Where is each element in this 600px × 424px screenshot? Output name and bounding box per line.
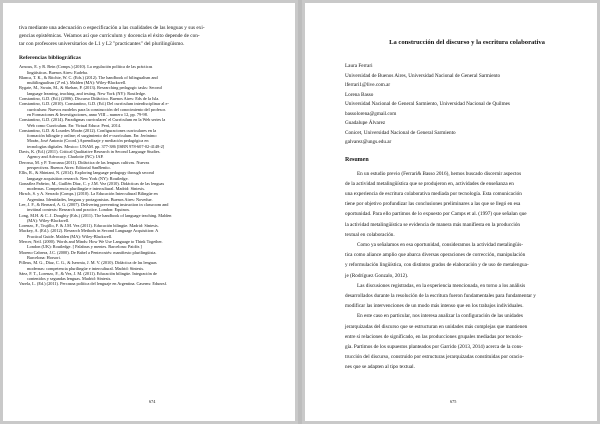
reference-entry xyxy=(19,160,279,171)
affiliation-line: Conicet, Universidad Nacional de General Sarmiento xyxy=(345,129,456,136)
reference-entry xyxy=(19,101,279,117)
reference-entry xyxy=(19,239,279,250)
reference-line: Davis, K. (Ed.) (2011). Critical Qualitative Research in Second Language Studies. xyxy=(19,149,161,155)
reference-line: formación bilingüe y online; el surgimiento del e-currículum. En: Jerónimo xyxy=(27,133,157,139)
right-page xyxy=(305,3,597,421)
reference-line: Hirsch, S. y A. Serrado (Comps.) (2010). La Educación Intercultural Bilingüe en xyxy=(19,191,158,197)
reference-line: Arnoux, E. y R. Bein (Comps.) (2010). La regulación política de las prácticas xyxy=(19,64,153,70)
reference-line: Agency and Advocacy. Charlotte (NC): IAP. xyxy=(27,154,104,160)
affiliation-line: lferrari1@live.com.ar xyxy=(345,82,391,88)
reference-entry xyxy=(19,281,279,286)
reference-line: (MA): Wiley-Blackwell. xyxy=(27,217,70,223)
reference-line: currículum: Nuevos modelos para la construcción del conocimiento del profesor. xyxy=(27,106,166,112)
reference-entry xyxy=(19,128,279,149)
reference-line: language acquisition research. New York (NY): Routledge. xyxy=(27,175,129,181)
affiliation-line: bassolorena@gmail.com xyxy=(345,110,397,117)
reference-line: multilingualism (2ª ed.). Malden (MA): Wiley-Blackwell. xyxy=(27,80,127,86)
body-line: Como ya señalamos en esa oportunidad, consideramos la actividad metalingüís- xyxy=(357,241,523,248)
reference-line: modernas: competencia plurilingüe e intercultural. Madrid: Síntesis. xyxy=(27,265,145,271)
reference-entry xyxy=(19,271,279,282)
resumen-body xyxy=(345,169,577,373)
affiliation-line: Guadalupe Álvarez xyxy=(345,120,386,126)
reference-line: perspectivas. Buenos Aires: Editorial SanBenito. xyxy=(27,164,111,170)
body-line: En este caso en particular, nos interesa analizar la configuración de las unidades xyxy=(357,313,523,320)
references-list xyxy=(19,64,279,286)
reference-line: Long, M.H. & C. J. Doughty (Eds.) (2011). The handbook of language teaching. Malden xyxy=(19,212,172,218)
reference-entry xyxy=(19,64,279,75)
page-number-right: 675 xyxy=(450,399,457,404)
reference-line: Constantino, G.D. (2014). Paradigmas curriculares' el Currículum en la Web series la xyxy=(19,117,166,123)
reference-line: Practical Guide. Malden (MA): Wiley-Blackwell. xyxy=(27,233,113,239)
reference-entry xyxy=(19,75,279,86)
body-line: Las discusiones registradas, en la experiencia mencionada, en torno a los análisis xyxy=(357,282,526,289)
page-gutter xyxy=(298,0,302,424)
body-line: tiene por objetivo profundizar las conclusiones preliminares a las que se llegó en esa xyxy=(345,201,521,208)
resumen-heading: Resumen xyxy=(345,156,369,163)
reference-entry xyxy=(19,213,279,224)
affiliation-line: Lorena Basso xyxy=(345,91,374,98)
intro-line: gencias epistémicas. Veíamos así que currículum y docencia el éxito depende de con- xyxy=(19,33,200,40)
reference-line: Mercer, Neil. (2000). Words and Minds: How We Use Language to Think Together. xyxy=(19,239,163,245)
reference-line: Morán, José Antonio (Coord.) Aprendizaje y mediación pedagógica en xyxy=(27,138,149,144)
reference-line: invitinal contexts: Research and practice. London: Equinox. xyxy=(27,207,131,213)
reference-line: language learning, teaching, and testing. New York (NY): Routledge. xyxy=(27,90,146,96)
reference-line: Argentina. Identidades, lenguas y protagonistas. Buenos Aires: Novedue. xyxy=(27,196,153,202)
intro-line: tiva mediante una adecuación o especificación a las cualidades de las lenguas y sus exi- xyxy=(19,25,205,31)
reference-line: Derossa, M. y P. Torroana (2011). Didáctica de las lenguas cultivas. Nuevas xyxy=(19,159,150,165)
reference-line: Bygate, M., Swain, M., & Skehan, P. (2013). Researching pedagogic tasks: Second xyxy=(19,85,162,91)
intro-line: tar con profesores universitarios de L1 y L2 "practicantes" del plurilingüismo. xyxy=(19,41,185,48)
reference-line: Lorenzo, F., Trujillo, F. & J.M. Vez (2011). Educación bilingüe. Madrid: Síntesis. xyxy=(19,223,159,229)
body-line: nes que se adapten al tipo textual. xyxy=(345,364,415,371)
reference-line: González Pañeiro, M., Guillén Díaz, C. y J.M. Vez (2010). Didácticas de las lenguas xyxy=(19,180,165,186)
reference-line: Constantino, G.D. & Lourdes Morán (2012). Configuraciones curriculares en la xyxy=(19,127,157,133)
reference-entry xyxy=(19,250,279,261)
body-line: gía. Partimos de los supuestos planteados por Garrido (2013, 2014) acerca de la cons- xyxy=(345,343,523,350)
reference-line: Pilleux, M. G., Díaz, C. G., & Iserrnia, J. M. V. (2010). Didáctica de las lenguas xyxy=(19,260,157,266)
body-line: trucción del discurso, construido por estructuras jerarquizadas constituidas por oracio- xyxy=(345,354,524,361)
affiliation-line: Universidad de Buenos Aires, Universidad Nacional de General Sarmiento xyxy=(345,72,501,79)
reference-line: Web como Currículum. En: Virtual Educa: Perú, 2014. xyxy=(27,122,122,128)
body-line: la actividad metalingüística se evidencia de manera más manifiesta en la producción xyxy=(345,221,521,228)
reference-line: modernas. Competencia plurilingüe e intercultural. Madrid: Síntesis. xyxy=(27,186,146,192)
reference-line: Barcelona: Horsori. xyxy=(27,254,61,260)
author-affiliations xyxy=(345,62,577,148)
reference-entry xyxy=(19,181,279,192)
references-heading: Referencias bibliográficas xyxy=(19,55,81,62)
reference-line: Sáez, F. T., Lorenzo, F., & Vez, J. M. (2011). Educación bilingüe. Integración de xyxy=(19,270,157,276)
body-line: una experiencia de escritura colaborativa mediada por tecnología. Esta comunicación xyxy=(345,190,522,197)
body-line: jerarquizadas del discurso que se estructuran en unidades más complejas que mantienen xyxy=(345,323,528,330)
affiliation-line: Laura Ferrari xyxy=(345,63,373,69)
body-line: y reformulación lingüística, con distintos grados de elaboración y de uso de metalengua- xyxy=(345,262,529,269)
reference-entry xyxy=(19,191,279,202)
affiliation-line: Universidad Nacional de General Sarmiento, Universidad Nacional de Quilmes xyxy=(345,101,510,107)
body-line: de la actividad metalingüística que se produjeron en, actividades de enseñanza en xyxy=(345,180,514,187)
reference-line: Ellis, R., & Shintani, N. (2014). Exploring language pedagogy through second xyxy=(19,170,154,176)
reference-line: Constantino, G.D. (Ed.) (2006). Discurso Didáctico. Buenos Aires: Eds de la Isla. xyxy=(19,96,160,102)
reference-entry xyxy=(19,85,279,96)
reference-line: London (UK): Routledge. [ Palabras y mentes. Barcelona: Paidós ] xyxy=(27,244,142,250)
reference-line: lingüísticas. Buenos Aires: Eudeba. xyxy=(27,69,88,75)
reference-line: en Formaciones & Investigaciones, anno VIII – numero 12, pp. 79-98. xyxy=(27,111,148,117)
body-line: En un estudio previo (Ferrari& Basso 2016), hemos buscado discernir aspectos xyxy=(357,170,522,177)
reference-line: Moreno Cabrera, J.C. (2000). De Babel a Pentecostés: manifiesto plurilingüista. xyxy=(19,249,157,255)
body-line: tica como aliance amplio que abarca diversas operaciones de corrección, manipulación xyxy=(345,252,526,259)
intro-paragraph xyxy=(19,24,279,48)
reference-line: Constantino, G.D. (2010). Constantino, G.D. (Ed.) Del currículum interdisciplinar al e- xyxy=(19,101,169,107)
body-line: desarrollados durante la resolución de la escritura fueron fundamentales para fundamentar y xyxy=(345,292,536,299)
reference-line: Varela, L. (Ed.) (2011). Percasna política del lenguaje en Argentina. Caserns: Edunrsf. xyxy=(19,281,168,287)
reference-line: contenidos y segundas lenguas. Madrid: Síntesis. xyxy=(27,276,112,282)
reference-line: Mackey, A. (Ed.). (2012). Research Methods in Second Language Acquisition: A xyxy=(19,228,159,234)
reference-entry xyxy=(19,170,279,181)
reference-entry xyxy=(19,117,279,128)
article-title: La construcción del discurso y la escritura colaborativa xyxy=(389,39,545,46)
reference-line: tecnologías digitales. Mexico: UNAM. pp. 377-386 [ISBN 978-607-02-4148-2] xyxy=(27,143,165,149)
body-line: oportunidad. Para ello partimos de lo expuesto por Camps et al. (1997) que señalan que xyxy=(345,211,527,218)
reference-line: Blanca, T. K., & Ritchie, W. C. (Eds.) (2012). The handbook of bilingualism and xyxy=(19,74,158,80)
body-line: modificar las intervenciones de un modo más intenso que en los trabajos individuales. xyxy=(345,303,524,310)
page-number-left: 674 xyxy=(149,399,156,404)
reference-entry xyxy=(19,202,279,213)
left-page xyxy=(3,3,295,421)
body-line: entre sí relaciones de significado, en las producciones grupales mediadas por tecnolo- xyxy=(345,333,523,340)
reference-entry xyxy=(19,149,279,160)
reference-entry xyxy=(19,260,279,271)
reference-entry xyxy=(19,228,279,239)
body-line: je (Rodríguez Gonzalo, 2012). xyxy=(345,272,409,279)
body-line: textual en colaboración. xyxy=(345,231,395,238)
reference-line: Lee, J. F., & Bernard, A. G. (2007). Delivering preventing instruction in classroom and xyxy=(19,202,169,207)
affiliation-line: galvarez@ungs.edu.ar xyxy=(345,139,392,145)
